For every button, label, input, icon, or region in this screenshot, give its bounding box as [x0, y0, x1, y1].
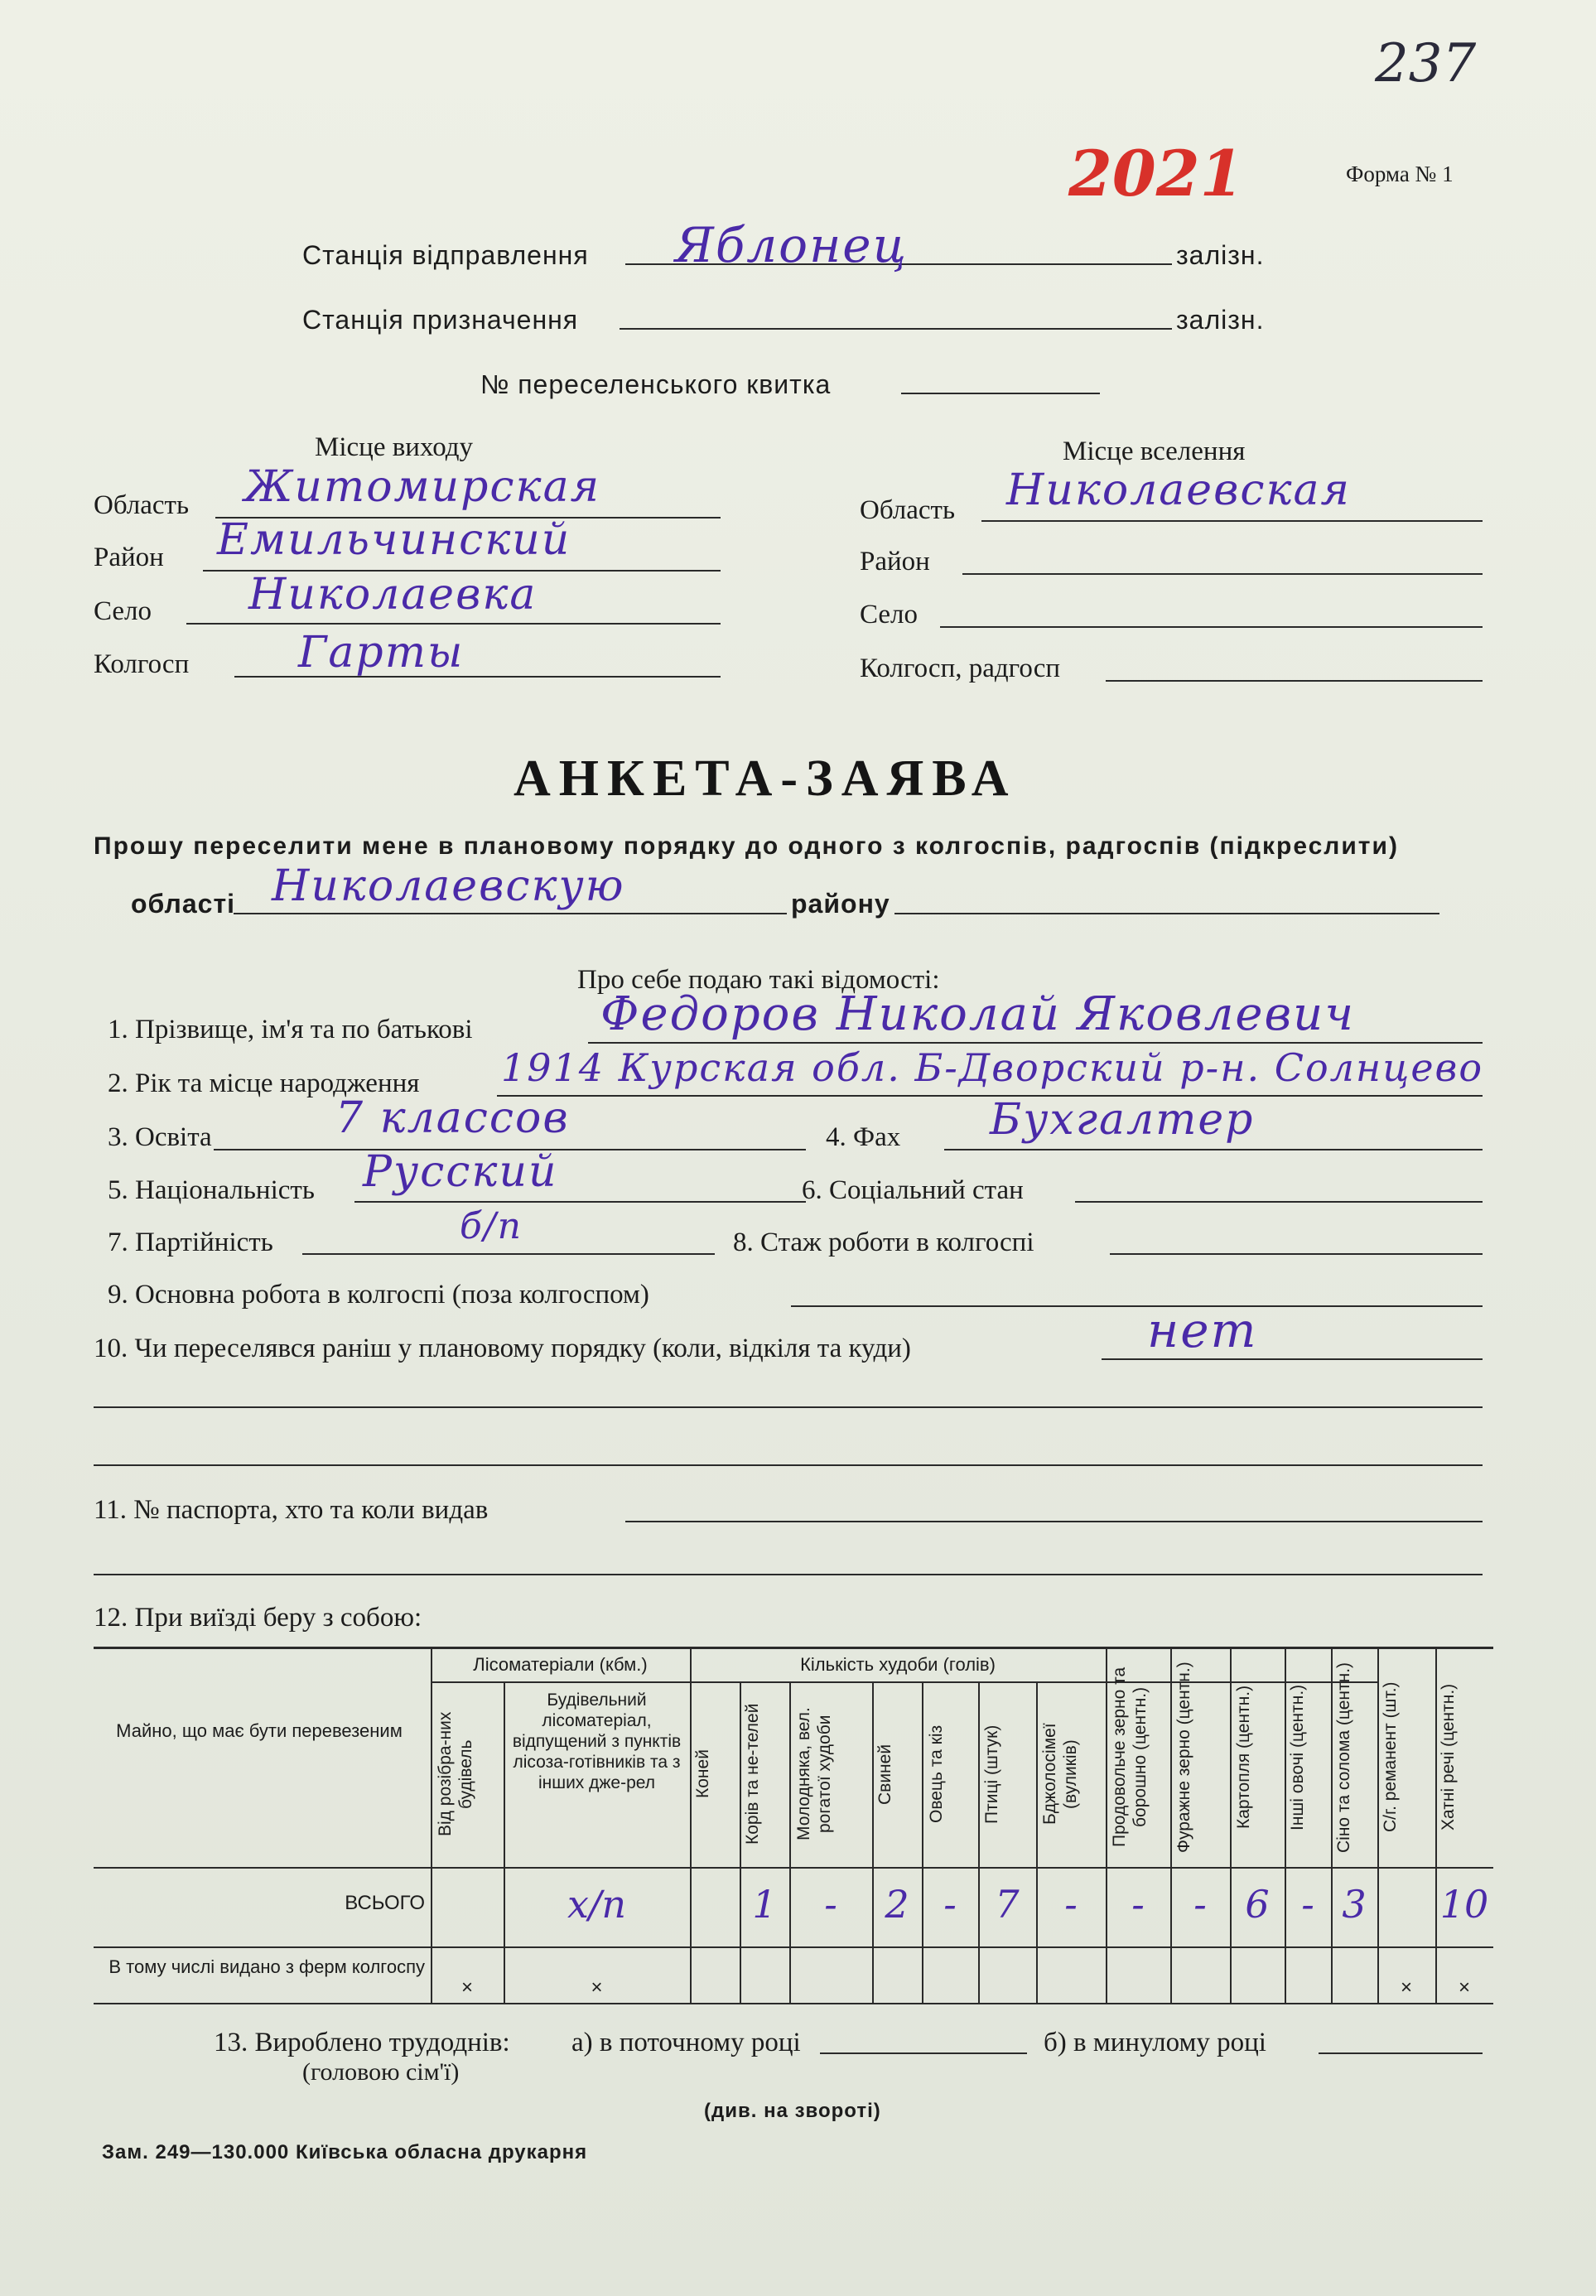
field-4-value: Бухгалтер — [990, 1095, 1255, 1145]
form-number: Форма № 1 — [1346, 162, 1454, 186]
field-10-line-3 — [94, 1464, 1483, 1466]
origin-oblast-label: Область — [94, 490, 190, 520]
farm-cell: × — [1400, 1976, 1412, 1999]
col-header: Від розібра-них будівель — [436, 1711, 475, 1837]
total-cell: 1 — [752, 1882, 777, 1927]
field-8-label: 8. Стаж роботи в колгоспі — [733, 1228, 1034, 1257]
see-back-note: (див. на звороті) — [704, 2100, 881, 2122]
destination-rayon-label: Район — [860, 547, 930, 576]
table-vline — [1036, 1681, 1038, 2003]
col-header: Коней — [693, 1749, 712, 1799]
farm-cell: × — [591, 1976, 603, 1999]
col-property-header: Майно, що має бути перевезеним — [116, 1720, 403, 1741]
destination-station-line — [620, 328, 1172, 330]
ticket-label: № переселенського квитка — [480, 369, 832, 399]
field-12-label: 12. При виїзді беру з собою: — [94, 1603, 422, 1633]
total-cell: 10 — [1439, 1882, 1489, 1927]
total-cell: - — [1131, 1882, 1145, 1927]
table-header-bottom — [94, 1867, 1493, 1869]
col-header: Корів та не-телей — [743, 1703, 762, 1845]
col-header: Інші овочі (центн.) — [1288, 1684, 1307, 1831]
departure-label: Станція відправлення — [302, 240, 589, 270]
col-header: Сіно та солома (центн.) — [1334, 1662, 1353, 1853]
farm-cell: × — [460, 1976, 473, 1999]
field-2-value: 1914 Курская обл. Б-Дворский р-н. Солнцево — [501, 1045, 1484, 1090]
field-11-line — [625, 1521, 1483, 1522]
destination-rayon-line — [962, 573, 1483, 575]
origin-selo-line — [186, 623, 721, 625]
field-5-value: Русский — [363, 1147, 558, 1197]
col-header: Продовольче зерно та борошно (центн.) — [1110, 1667, 1150, 1848]
destination-heading: Місце вселення — [1063, 437, 1246, 466]
field-2-label: 2. Рік та місце народження — [108, 1068, 420, 1098]
field-4-label: 4. Фах — [826, 1122, 901, 1152]
request-oblast-value: Николаевскую — [272, 861, 625, 911]
origin-oblast-value: Житомирская — [244, 462, 601, 512]
table-top-border — [94, 1647, 1493, 1649]
table-vline — [740, 1681, 741, 2003]
table-vline — [1170, 1647, 1172, 2003]
field-10-line-2 — [94, 1406, 1483, 1408]
col-header: Птиці (штук) — [982, 1724, 1001, 1824]
col-header: С/г. реманент (шт.) — [1381, 1681, 1400, 1833]
table-vline — [978, 1681, 980, 2003]
departure-rail-suffix: залізн. — [1176, 240, 1265, 270]
origin-selo-label: Село — [94, 596, 152, 626]
field-3-label: 3. Освіта — [108, 1122, 212, 1152]
destination-kolhosp-label: Колгосп, радгосп — [860, 654, 1061, 683]
table-vline — [1230, 1647, 1232, 2003]
destination-oblast-value: Николаевская — [1006, 465, 1351, 515]
total-cell: - — [1193, 1882, 1207, 1927]
field-6-label: 6. Соціальний стан — [802, 1175, 1024, 1205]
table-vline — [1285, 1647, 1286, 2003]
origin-selo-value: Николаевка — [248, 570, 538, 620]
col-header: Картопля (центн.) — [1234, 1685, 1253, 1830]
group-timber-header: Лісоматеріали (кбм.) — [473, 1654, 648, 1675]
total-cell: - — [1301, 1882, 1314, 1927]
field-4-line — [944, 1149, 1483, 1150]
table-vline — [431, 1647, 432, 2003]
destination-selo-line — [940, 626, 1483, 628]
origin-rayon-label: Район — [94, 543, 164, 572]
request-oblast-label: області — [131, 889, 235, 919]
table-vline — [789, 1681, 791, 2003]
origin-rayon-value: Емильчинский — [217, 515, 571, 565]
col-header: Фуражне зерно (центн.) — [1174, 1662, 1193, 1853]
col-header: Овець та кіз — [927, 1724, 946, 1824]
col-header: Свиней — [875, 1744, 894, 1805]
field-7-label: 7. Партійність — [108, 1228, 273, 1257]
form-title: АНКЕТА-ЗАЯВА — [514, 750, 1017, 807]
table-vline — [1331, 1647, 1333, 2003]
table-vline — [922, 1681, 923, 2003]
total-cell: 2 — [885, 1882, 909, 1927]
total-cell: 3 — [1342, 1882, 1367, 1927]
request-oblast-line — [234, 913, 787, 914]
field-5-label: 5. Національність — [108, 1175, 315, 1205]
origin-kolhosp-label: Колгосп — [94, 649, 190, 679]
field-6-line — [1075, 1201, 1483, 1203]
field-1-line — [588, 1042, 1483, 1044]
ticket-line — [901, 393, 1100, 394]
destination-selo-label: Село — [860, 600, 919, 629]
total-cell: - — [1064, 1882, 1078, 1927]
field-3-value: 7 классов — [335, 1093, 570, 1143]
col-header: Бджолосімеї (вуликів) — [1040, 1723, 1080, 1826]
belongings-table — [94, 1647, 1493, 2003]
field-11-line-2 — [94, 1574, 1483, 1575]
field-9-line — [791, 1305, 1483, 1307]
table-vline — [690, 1647, 692, 2003]
field-13-a-line — [820, 2052, 1027, 2054]
total-cell: 6 — [1245, 1882, 1270, 1927]
field-13-sub: (головою сім'ї) — [302, 2058, 460, 2086]
field-1-label: 1. Прізвище, ім'я та по батькові — [108, 1015, 473, 1044]
table-vline — [1435, 1647, 1437, 2003]
destination-kolhosp-line — [1106, 680, 1483, 682]
table-vline — [1377, 1647, 1379, 2003]
table-vline — [872, 1681, 874, 2003]
field-7-line — [302, 1253, 715, 1255]
field-8-line — [1110, 1253, 1483, 1255]
col-header: Хатні речі (центн.) — [1439, 1683, 1458, 1831]
departure-value: Яблонец — [675, 217, 909, 273]
field-10-value: нет — [1147, 1302, 1258, 1358]
total-cell: 7 — [995, 1882, 1020, 1927]
total-cell: - — [943, 1882, 957, 1927]
field-13-b-label: б) в минулому році — [1044, 2028, 1266, 2057]
farm-cell: × — [1458, 1976, 1470, 1999]
field-10-label: 10. Чи переселявся раніш у плановому порядку (коли, відкіля та куди) — [94, 1334, 911, 1363]
destination-oblast-label: Область — [860, 495, 956, 525]
origin-kolhosp-value: Гарты — [298, 628, 465, 678]
field-5-line — [354, 1201, 806, 1203]
origin-heading: Місце виходу — [315, 432, 474, 462]
field-13-b-line — [1319, 2052, 1483, 2054]
field-11-label: 11. № паспорта, хто та коли видав — [94, 1495, 489, 1525]
field-1-value: Федоров Николай Яковлевич — [600, 987, 1356, 1041]
archive-number: 237 — [1375, 33, 1477, 94]
destination-station-label: Станція призначення — [302, 305, 579, 335]
destination-oblast-line — [981, 520, 1483, 522]
row-farm-label: В тому числі видано з ферм колгоспу — [108, 1956, 425, 1977]
field-13-a-label: а) в поточному році — [571, 2028, 801, 2057]
table-vline — [1106, 1647, 1107, 2003]
field-9-label: 9. Основна робота в колгоспі (поза колгоспом) — [108, 1280, 649, 1310]
total-cell: - — [824, 1882, 837, 1927]
field-7-value: б/п — [460, 1205, 523, 1247]
table-row-divider — [94, 1946, 1493, 1948]
row-total-label: ВСЬОГО — [345, 1892, 425, 1914]
table-vline — [504, 1681, 505, 2003]
intro-text: Про себе подаю такі відомості: — [577, 965, 940, 995]
field-13-label: 13. Вироблено трудоднів: — [214, 2028, 510, 2057]
field-10-line — [1102, 1358, 1483, 1360]
request-line: Прошу переселити мене в плановому порядку до одного з колгоспів, радгоспів (підкреслити) — [94, 832, 1399, 860]
col-header: Молодняка, вел. рогатої худоби — [794, 1707, 834, 1841]
printer-imprint: Зам. 249—130.000 Київська обласна друкарня — [102, 2141, 588, 2163]
total-cell: х/п — [567, 1882, 627, 1927]
group-livestock-header: Кількість худоби (голів) — [800, 1654, 996, 1675]
request-rayon-label: району — [791, 889, 890, 919]
request-rayon-line — [894, 913, 1439, 914]
destination-rail-suffix: залізн. — [1176, 305, 1265, 335]
table-bottom-border — [94, 2003, 1493, 2004]
col-header: Будівельний лісоматеріал, відпущений з пунктів лісоза-готівників та з інших дже-рел — [512, 1691, 682, 1792]
red-registration-number: 2021 — [1068, 137, 1244, 210]
